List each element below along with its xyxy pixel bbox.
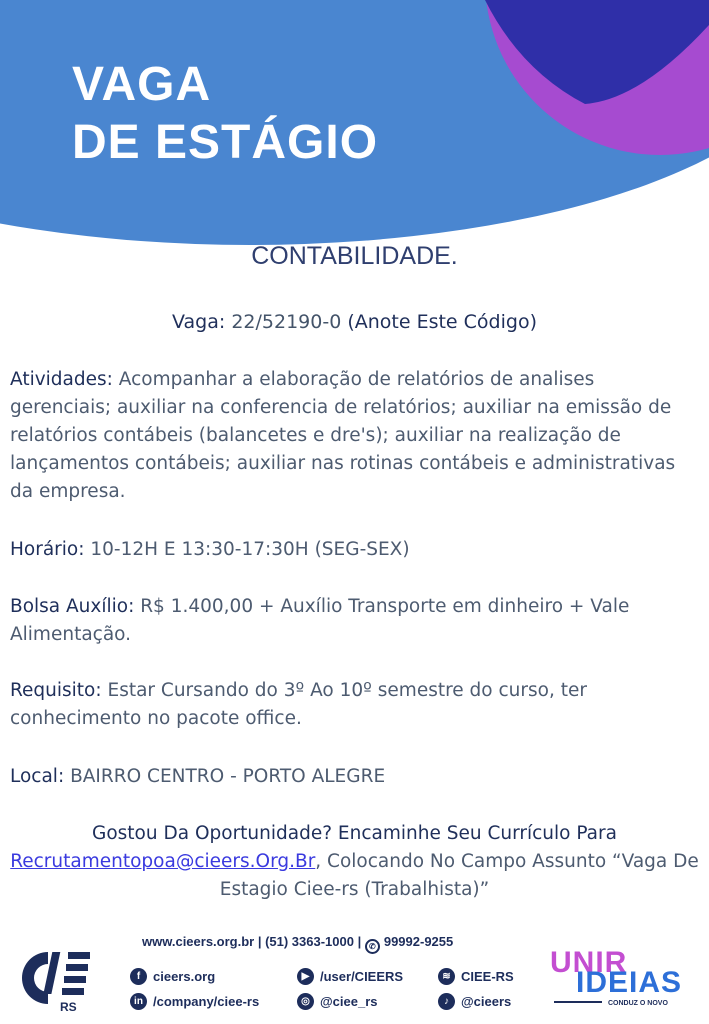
tiktok-text: @cieers: [461, 994, 512, 1009]
horario-section: [10, 536, 700, 564]
contact-text: www.cieers.org.br | (51) 3363-1000 |: [142, 934, 365, 949]
requisito-label: Requisito:: [10, 680, 102, 701]
atividades-text: Acompanhar a elaboração de relatórios de analises gerenciais; auxiliar na conferencia de relatórios; auxiliar na emissão de relatórios contábeis (balancetes e dre's); auxiliar na realização de lançamentos contábeis; auxiliar nas rotinas contábeis e administrativas da empresa.: [10, 369, 676, 502]
social-spotify[interactable]: [438, 968, 514, 985]
unir-logo-top: UNIR: [550, 946, 628, 979]
whatsapp-icon: ✆: [365, 939, 380, 954]
cta-line-1: Gostou Da Oportunidade? Encaminhe Seu Currículo Para: [92, 823, 617, 844]
local-section: [10, 763, 700, 791]
bolsa-label: Bolsa Auxílio:: [10, 596, 135, 617]
linkedin-icon: in: [130, 993, 147, 1010]
title-line-1: VAGA: [72, 58, 212, 111]
youtube-text: /user/CIEERS: [320, 969, 404, 984]
local-label: Local:: [10, 766, 65, 787]
horario-text: 10-12H E 13:30-17:30H (SEG-SEX): [90, 539, 410, 560]
social-instagram[interactable]: [297, 993, 378, 1010]
requisito-text: Estar Cursando do 3º Ao 10º semestre do curso, ter conhecimento no pacote office.: [10, 680, 587, 729]
whatsapp-number: 99992-9255: [383, 934, 454, 949]
social-tiktok[interactable]: [438, 993, 511, 1010]
instagram-icon: ◎: [297, 993, 314, 1010]
social-youtube[interactable]: [297, 968, 403, 985]
facebook-text: cieers.org: [153, 969, 216, 984]
footer-contact: [142, 934, 453, 954]
bolsa-text: R$ 1.400,00 + Auxílio Transporte em dinheiro + Vale Alimentação.: [10, 596, 630, 645]
linkedin-text: /company/ciee-rs: [153, 994, 260, 1009]
ciee-logo: [10, 944, 92, 1014]
unir-logo-bar: [554, 1001, 602, 1003]
tiktok-icon: ♪: [438, 993, 455, 1010]
job-heading: CONTABILIDADE.: [251, 242, 458, 270]
spotify-icon: ≋: [438, 968, 455, 985]
horario-label: Horário:: [10, 539, 85, 560]
ciee-logo-sub: RS: [60, 1000, 77, 1014]
atividades-label: Atividades:: [10, 369, 113, 390]
bolsa-section: [10, 593, 700, 649]
cta-rest: , Colocando No Campo Assunto “Vaga De Estagio Ciee-rs (Trabalhista)”: [219, 851, 699, 900]
unir-ideias-logo: [548, 944, 698, 1014]
youtube-icon: ▶: [297, 968, 314, 985]
title-line-2: DE ESTÁGIO: [72, 116, 379, 169]
requisito-section: [10, 677, 700, 733]
social-linkedin[interactable]: [130, 993, 259, 1010]
local-text: BAIRRO CENTRO - PORTO ALEGRE: [70, 766, 386, 787]
vaga-code: 22/52190-0: [231, 311, 342, 333]
vaga-note: (Anote Este Código): [347, 311, 537, 333]
spotify-text: CIEE-RS: [461, 969, 514, 984]
call-to-action: [0, 820, 709, 904]
facebook-icon: f: [130, 968, 147, 985]
vaga-code-line: [0, 311, 709, 333]
unir-logo-bottom: IDEIAS: [576, 966, 683, 999]
atividades-section: [10, 366, 700, 506]
vaga-label: Vaga:: [171, 311, 226, 333]
cta-line-2: [0, 848, 709, 904]
page-title: [72, 56, 378, 172]
email-link[interactable]: Recrutamentopoa@cieers.Org.Br: [10, 851, 316, 872]
unir-logo-sub: CONDUZ O NOVO: [608, 1000, 668, 1007]
social-facebook[interactable]: [130, 968, 215, 985]
instagram-text: @ciee_rs: [320, 994, 378, 1009]
